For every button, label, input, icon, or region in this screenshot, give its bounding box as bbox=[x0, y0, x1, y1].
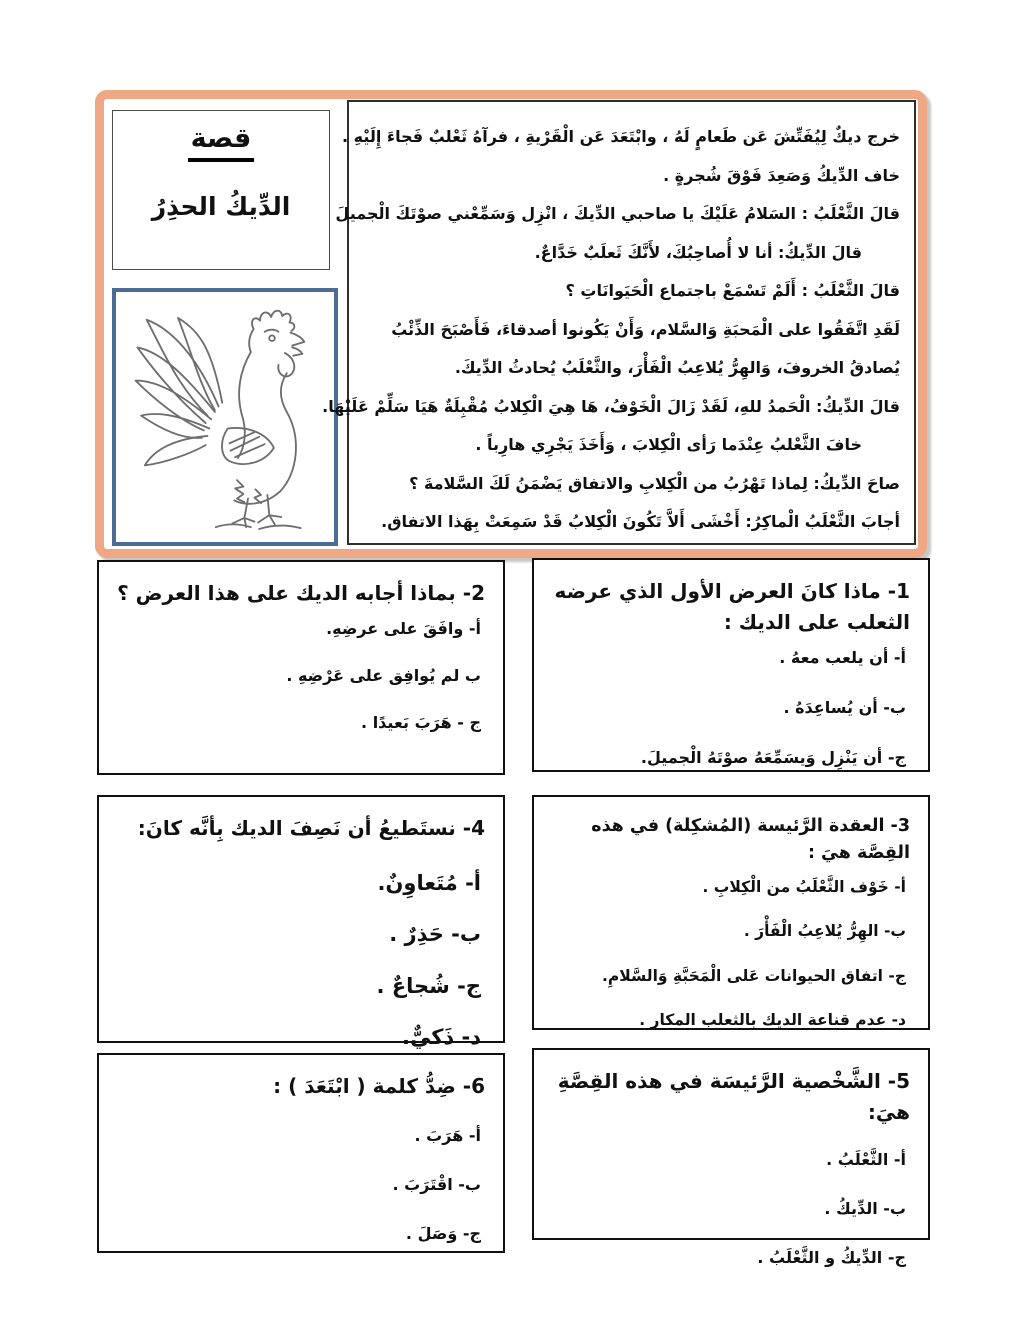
story-line: خرج ديكٌ لِيُفَتِّشَ عَن طَعامٍ لَهُ ، وابْتَعَدَ عَن الْقَرْيةِ ، فرآهُ ثَعْلبٌ فَجاءَ إِلَيْهِ . bbox=[341, 127, 900, 146]
story-line: صاحَ الدِّيكُ: لِماذا تَهْرُبُ من الْكِلابِ والاتفاق يَضْمَنُ لَكَ السَّلامةَ ؟ bbox=[409, 473, 900, 493]
story-line: قالَ الثَّعْلَبُ : أَلَمْ تَسْمَعْ باجتماع الْحَيَوانَاتِ ؟ bbox=[565, 281, 900, 300]
question-1-box bbox=[532, 558, 930, 772]
question-3-option-d: د- عدم قناعة الديك بالثعلب المكار . bbox=[639, 1010, 906, 1029]
question-4-option-b: ب- حَذِرٌ . bbox=[389, 922, 481, 947]
question-2-option-c: ج - هَرَبَ بَعيدًا . bbox=[361, 712, 481, 732]
question-3-heading: 3- العقدة الرَّئيسة (المُشكِلة) في هذه القِصَّة هيَ : bbox=[591, 816, 910, 864]
question-6-option-a: أ- هَرَبَ . bbox=[414, 1126, 481, 1145]
question-6-heading: 6- ضِدُّ كلمة ( ابْتَعَدَ ) : bbox=[273, 1074, 485, 1098]
story-kicker: قصة bbox=[188, 123, 255, 162]
question-3-option-c: ج- اتفاق الحيوانات عَلى الْمَحَبَّةِ وَالسَّلامِ. bbox=[601, 966, 906, 985]
question-3-option-b: ب- الهِرُّ يُلاعِبُ الْفَأْرَ . bbox=[743, 922, 906, 941]
question-4-heading: 4- نستَطيعُ أن نَصِفَ الديك بِأنَّه كانَ: bbox=[137, 816, 485, 840]
question-4-option-a: أ- مُتَعاوِنٌ. bbox=[377, 871, 481, 895]
question-4-option-c: ج- شُجاعٌ . bbox=[376, 973, 481, 998]
story-line: لَقَدِ اتَّفَقُوا على الْمَحبَةِ وَالسَّلام، وَأَنْ يَكُونوا أصدقاءَ، فَأَصْبَحَ الذِّئْبُ bbox=[391, 319, 900, 339]
story-line: قالَ الدِّيكُ: الْحَمدُ للهِ، لَقَدْ زَالَ الْخَوْفُ، هَا هِيَ الْكِلابُ مُقْبِلَةٌ هَيَا سَلِّمْ عَلَيْهَا. bbox=[322, 396, 900, 416]
question-5-option-a: أ- الثَّعْلَبُ . bbox=[826, 1150, 906, 1169]
question-1-option-a: أ- أن يلعب معهُ . bbox=[779, 648, 906, 667]
question-4-option-d: د- ذَكيٌّ. bbox=[401, 1024, 481, 1049]
story-line: قالَ الثَّعْلَبُ : السَلامُ عَلَيْكَ يا صاحبي الدِّيكَ ، انْزِل وَسَمِّعْني صوْتَكَ الْجميلَ bbox=[335, 204, 900, 223]
question-6-option-c: ج- وَصَلَ . bbox=[405, 1223, 481, 1243]
question-5-box bbox=[532, 1048, 930, 1267]
question-1-heading: 1- ماذا كانَ العرض الأول الذي عرضه الثعلب على الديك : bbox=[554, 579, 910, 634]
question-1-option-c: ج- أن يَنْزِل وَيسَمِّعَهُ صوْتَهُ الْجميلَ. bbox=[640, 747, 906, 767]
question-5-heading: 5- الشَّخْصية الرَّئيسَة في هذه القِصَّةِ هيَ: bbox=[557, 1069, 910, 1124]
story-title: الدِّيكُ الحذِرُ bbox=[151, 192, 291, 222]
story-line: خاف الدِّيكُ وَصَعِدَ فَوْقَ شُجرةٍ . bbox=[663, 165, 900, 185]
question-3-box bbox=[532, 795, 930, 1030]
question-3-option-a: أ- خَوْف الثَّعْلَبُ من الْكِلابِ . bbox=[702, 878, 906, 897]
story-line: يُصادقُ الخروفَ، وَالهِرُّ يُلاعِبُ الْفَأْرَ، والثَّعْلَبُ يُحادثُ الدِّيكَ. bbox=[454, 358, 900, 377]
title-card bbox=[112, 110, 330, 270]
story-line: خافَ الثَّعْلبُ عِنْدَما رَأى الْكِلابَ ، وَأَخَذَ يَجْرِي هارِباً . bbox=[475, 435, 862, 454]
rooster-icon bbox=[119, 295, 331, 539]
question-2-heading: 2- بماذا أجابه الديك على هذا العرض ؟ bbox=[117, 581, 485, 605]
question-6-box bbox=[97, 1053, 505, 1253]
story-line: قالَ الدِّيكُ: أنا لا أُصاحِبُكَ، لأَنَّكَ ثَعلَبٌ خَدَّاعٌ. bbox=[534, 242, 862, 262]
question-6-option-b: ب- اقْتَرَبَ . bbox=[392, 1174, 481, 1194]
question-5-option-b: ب- الدِّيكُ . bbox=[824, 1198, 906, 1218]
story-text-box bbox=[322, 100, 916, 545]
question-4-box bbox=[97, 795, 505, 1049]
rooster-image-frame bbox=[112, 288, 338, 546]
question-1-option-b: ب- أن يُساعِدَهُ . bbox=[783, 697, 906, 717]
story-line: أجابَ الثَّعْلَبُ الْماكِرُ: أَخْشَى أَلاَّ تَكُونَ الْكِلابُ قَدْ سَمِعَتْ بِهَذا الاتفاق. bbox=[381, 512, 900, 531]
question-2-box bbox=[97, 560, 505, 775]
question-5-option-c: ج- الدِّيكُ و الثَّعْلَبُ . bbox=[757, 1247, 906, 1267]
question-2-option-a: أ- وافَقَ على عرضِهِ. bbox=[326, 619, 481, 638]
question-2-option-b: ب لم يُوافِق على عَرْضِهِ . bbox=[286, 665, 481, 685]
